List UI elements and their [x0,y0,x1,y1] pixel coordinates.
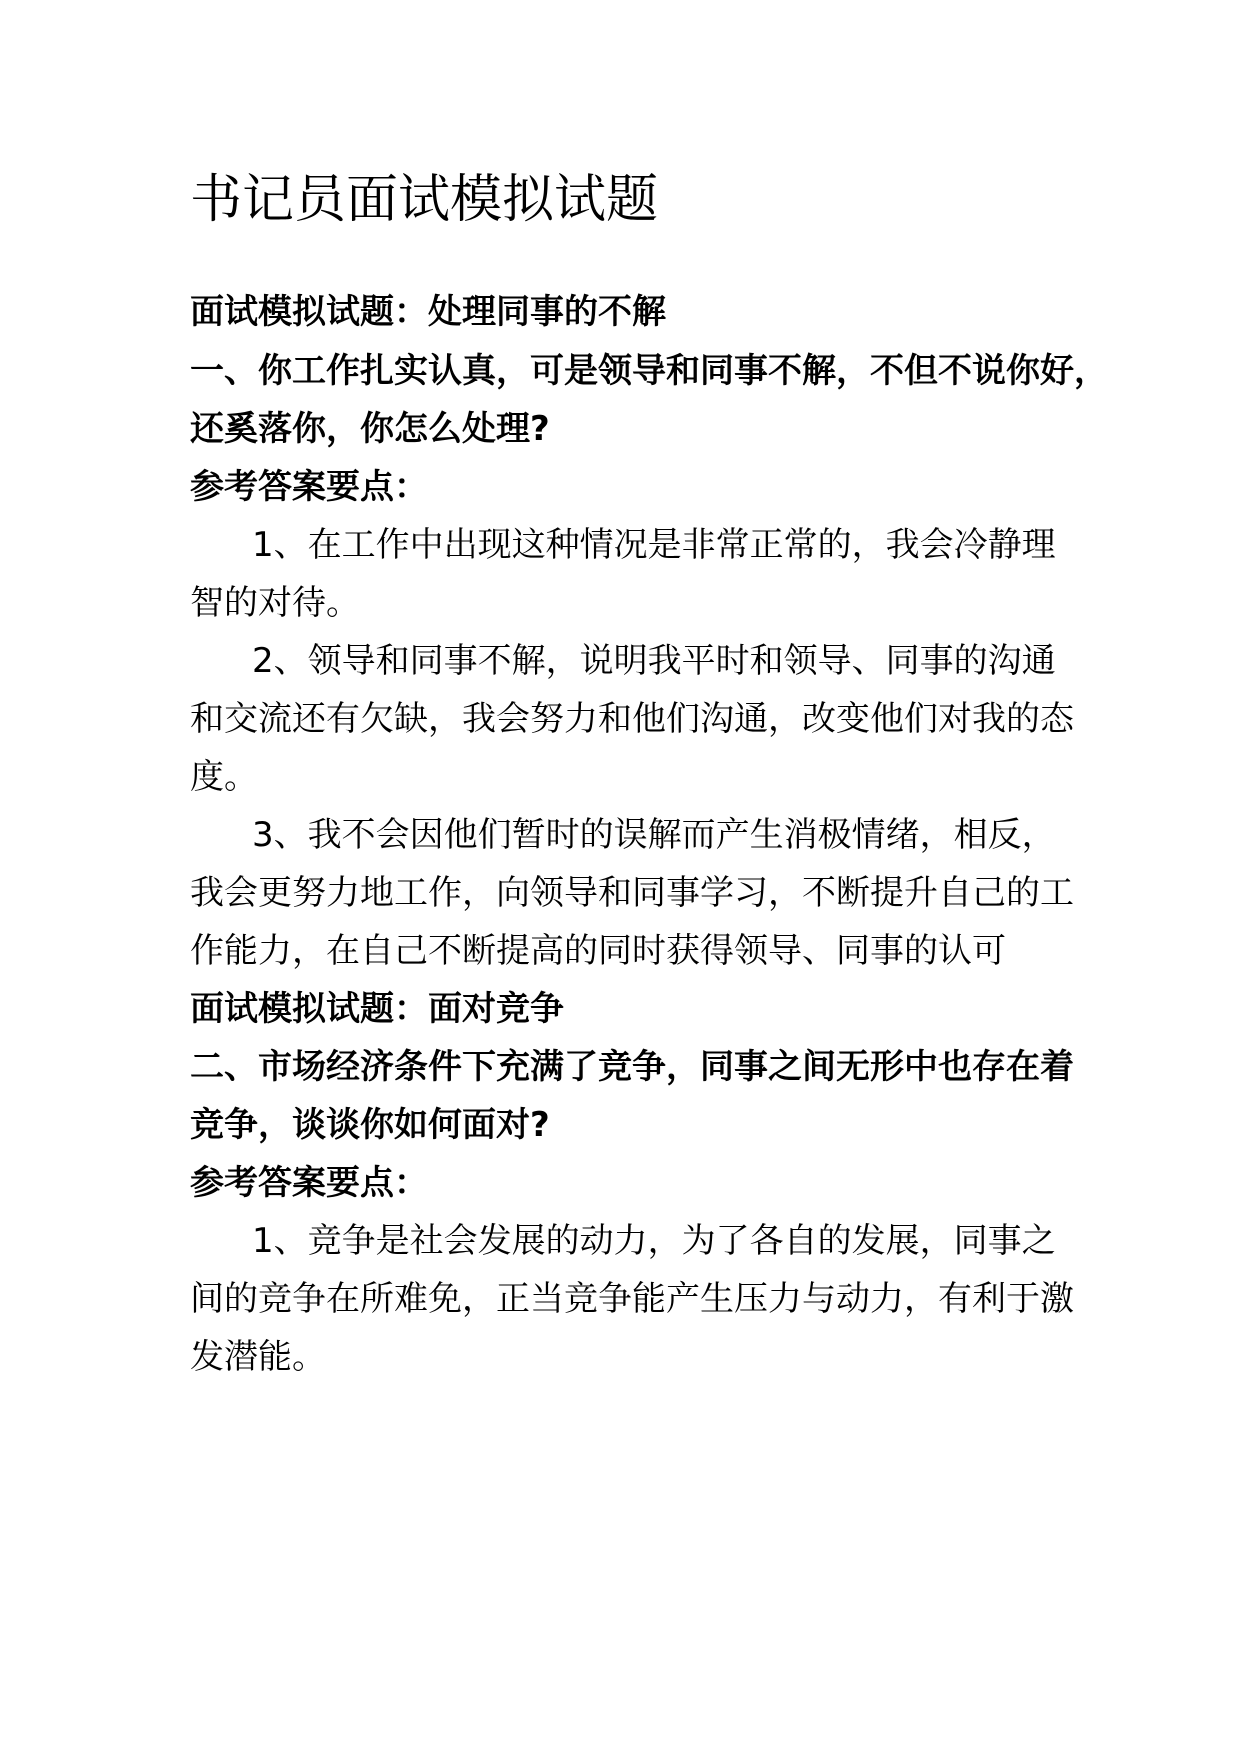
answer-paragraph: 3、我不会因他们暂时的误解而产生消极情绪，相反， [252,815,1056,855]
question-text: 竞争，谈谈你如何面对? [190,1105,550,1145]
section-heading: 面试模拟试题：处理同事的不解 [190,292,666,332]
section-heading: 面试模拟试题：面对竞争 [190,989,564,1029]
answer-label: 参考答案要点： [190,467,428,507]
answer-label: 参考答案要点： [190,1163,428,1203]
answer-paragraph: 发潜能。 [190,1337,326,1377]
page-title: 书记员面试模拟试题 [190,170,659,230]
answer-paragraph: 作能力，在自己不断提高的同时获得领导、同事的认可 [190,931,1006,971]
question-text: 二、市场经济条件下充满了竞争，同事之间无形中也存在着 [190,1047,1074,1087]
answer-paragraph: 间的竞争在所难免，正当竞争能产生压力与动力，有利于激 [190,1279,1074,1319]
answer-paragraph: 1、竞争是社会发展的动力，为了各自的发展，同事之 [252,1221,1056,1261]
question-text: 还奚落你，你怎么处理? [190,409,550,449]
answer-paragraph: 1、在工作中出现这种情况是非常正常的，我会冷静理 [252,525,1056,565]
question-text: 一、你工作扎实认真，可是领导和同事不解，不但不说你好， [190,351,1108,391]
answer-paragraph: 和交流还有欠缺，我会努力和他们沟通，改变他们对我的态 [190,699,1074,739]
answer-paragraph: 2、领导和同事不解，说明我平时和领导、同事的沟通 [252,641,1056,681]
answer-paragraph: 智的对待。 [190,583,360,623]
answer-paragraph: 度。 [190,757,258,797]
answer-paragraph: 我会更努力地工作，向领导和同事学习，不断提升自己的工 [190,873,1074,913]
